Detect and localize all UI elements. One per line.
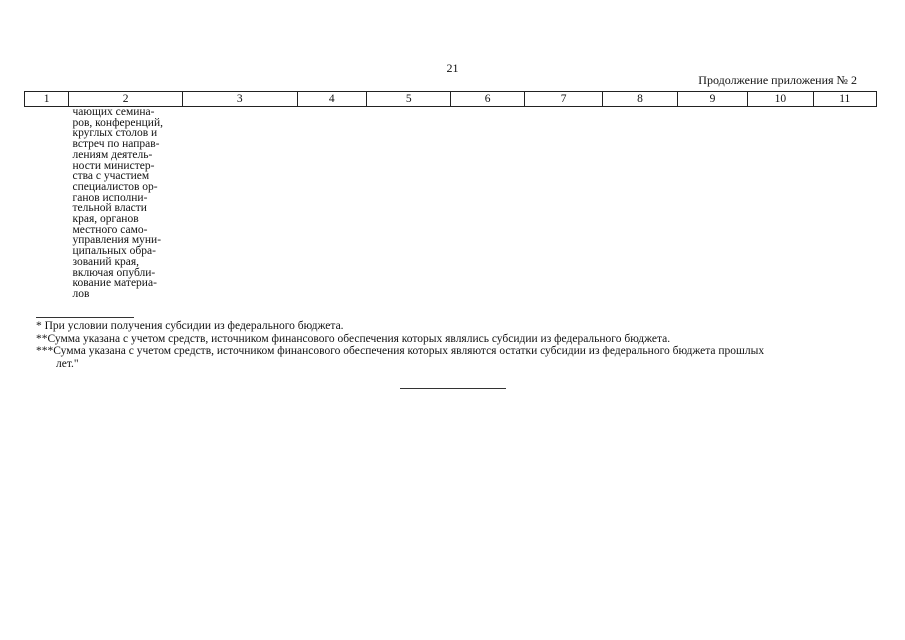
cell-line: лов (72, 287, 90, 300)
table-header-row (25, 92, 877, 107)
end-divider (400, 388, 506, 389)
cell-line: тельной власти (72, 202, 147, 215)
column-header-5: 5 (366, 92, 450, 107)
cell-line: ства с участием (72, 170, 150, 183)
column-header-4: 4 (297, 92, 366, 107)
column-header-8: 8 (603, 92, 677, 107)
column-header-10: 10 (748, 92, 813, 107)
cell-line: включая опубли- (72, 266, 156, 279)
cell-line: специалистов ор- (72, 180, 158, 193)
cell-line: местного само- (72, 223, 148, 236)
cell-line: чающих семина- (72, 106, 155, 118)
column-header-7: 7 (524, 92, 602, 107)
cell-line: управления муни- (72, 234, 162, 247)
cell-line: края, органов (72, 213, 139, 226)
column-header-6: 6 (451, 92, 524, 107)
column-header-1: 1 (25, 92, 69, 107)
cell-line: встреч по направ- (72, 138, 160, 151)
data-table (24, 91, 877, 300)
cell-line: зований края, (72, 255, 140, 268)
appendix-continuation-label: Продолжение приложения № 2 (698, 73, 857, 87)
cell-line: ганов исполни- (72, 191, 148, 204)
cell-line: ципальных обра- (72, 245, 156, 258)
cell-line: ров, конференций, (72, 116, 163, 129)
footnote-divider (36, 317, 134, 318)
column-header-11: 11 (813, 92, 876, 107)
page-number: 21 (446, 61, 459, 75)
footnote-2: **Сумма указана с учетом средств, источником финансового обеспечения которых являлись субсидии из федерального бюджета. (36, 332, 671, 345)
column-header-2: 2 (69, 92, 183, 107)
table-cell-text (25, 107, 183, 300)
cell-line: кование материа- (72, 277, 157, 290)
cell-line: ности министер- (72, 159, 155, 172)
footnote-3-continuation: лет." (56, 357, 79, 370)
column-header-3: 3 (182, 92, 297, 107)
cell-text-block (25, 107, 183, 300)
column-header-9: 9 (677, 92, 747, 107)
footnotes (36, 320, 866, 370)
table-cell-empty (182, 107, 876, 300)
cell-line: лениям деятель- (72, 148, 153, 161)
table-row (25, 107, 877, 300)
footnote-1: * При условии получения субсидии из федерального бюджета. (36, 320, 344, 332)
cell-line: круглых столов и (72, 127, 158, 140)
footnote-3: ***Сумма указана с учетом средств, источником финансового обеспечения которых являются остатки субсидии из федерального бюджета прошлых (36, 345, 765, 357)
